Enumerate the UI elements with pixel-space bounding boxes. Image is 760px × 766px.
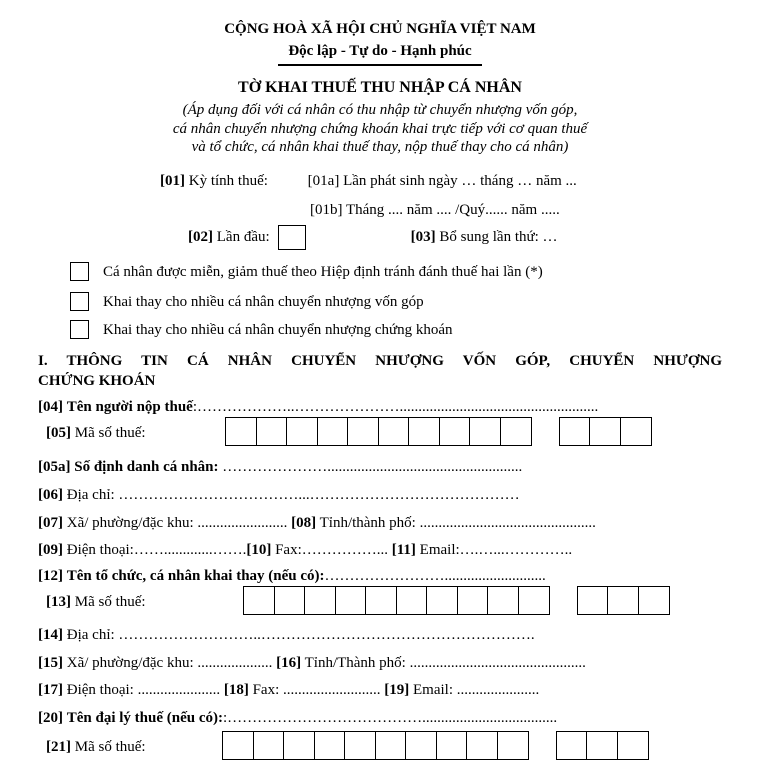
field-07-number: [07] — [38, 514, 63, 531]
field-05-number: [05] — [46, 425, 71, 441]
section1-heading-line1: I. THÔNG TIN CÁ NHÂN CHUYỂN NHƯỢNG VỐN GÓP, CHUYỂN NHƯỢNG — [38, 352, 722, 369]
tax-id-cell-group — [577, 586, 670, 615]
tax-id-cell[interactable] — [487, 586, 519, 615]
field-20-number: [20] — [38, 709, 63, 726]
tax-id-cell[interactable] — [577, 586, 609, 615]
tax-id-cell[interactable] — [620, 417, 652, 446]
tax-id-cell[interactable] — [365, 586, 397, 615]
field-15-fill: .................... — [193, 654, 277, 671]
tax-id-grid-21 — [222, 731, 649, 765]
field-08-fill: ............................................... — [415, 514, 596, 531]
field-18-label: Fax: — [252, 681, 280, 698]
on-behalf-capital-checkbox[interactable] — [70, 292, 89, 311]
field-04-label: Tên người nộp thuế — [66, 398, 193, 415]
field-12-number: [12] — [38, 567, 63, 584]
field-06-row — [38, 485, 722, 505]
field-15-16-row — [38, 653, 722, 673]
field-12-fill: ……………………........................... — [324, 567, 546, 584]
on-behalf-capital-row — [70, 292, 722, 312]
field-12-label: Tên tổ chức, cá nhân khai thay (nếu có): — [66, 567, 325, 584]
form-subtitle — [38, 101, 722, 157]
field-07-08-row — [38, 513, 722, 533]
field-02-number: [02] — [188, 228, 213, 245]
tax-id-cell[interactable] — [335, 586, 367, 615]
field-10-number: [10] — [246, 541, 272, 558]
field-09-number: [09] — [38, 541, 63, 558]
field-11-fill: ….…...………….. — [459, 541, 573, 558]
field-19-fill: ...................... — [453, 681, 540, 698]
field-20-row — [38, 708, 722, 728]
tax-id-cell[interactable] — [426, 586, 458, 615]
field-13-label: Mã số thuế: — [74, 594, 146, 610]
field-08-label: Tỉnh/thành phố: — [319, 514, 416, 531]
field-01b-label: [01b] Tháng .... năm .... /Quý...... năm ..... — [310, 201, 560, 218]
field-17-fill: ...................... — [133, 681, 224, 698]
field-01-label: Kỳ tính thuế: — [188, 172, 268, 189]
tax-id-cell[interactable] — [243, 586, 275, 615]
field-04-row — [38, 397, 722, 417]
tax-id-cell[interactable] — [469, 417, 501, 446]
field-06-number: [06] — [38, 486, 63, 503]
tax-id-cell[interactable] — [466, 731, 498, 760]
field-05a-fill: ………………….................................................... — [218, 458, 523, 475]
tax-id-cell[interactable] — [436, 731, 468, 760]
section1-heading — [38, 351, 722, 391]
tax-id-cell[interactable] — [256, 417, 288, 446]
tax-id-cell[interactable] — [589, 417, 621, 446]
on-behalf-capital-label: Khai thay cho nhiều cá nhân chuyển nhượng vốn góp — [103, 293, 424, 310]
tax-id-cell[interactable] — [607, 586, 639, 615]
field-05a-number: [05a] — [38, 458, 71, 475]
tax-id-cell[interactable] — [396, 586, 428, 615]
tax-id-cell[interactable] — [283, 731, 315, 760]
field-05a-row — [38, 457, 722, 477]
motto-wrap — [38, 42, 722, 66]
field-13-number: [13] — [46, 594, 71, 610]
field-11-label: Email: — [419, 541, 460, 558]
first-time-checkbox[interactable] — [278, 225, 306, 250]
field-19-number: [19] — [384, 681, 410, 698]
field-01b-row — [310, 200, 722, 220]
field-21-row — [38, 733, 722, 763]
field-11-number: [11] — [391, 541, 416, 558]
field-07-fill: ........................ — [193, 514, 292, 531]
tax-id-cell[interactable] — [344, 731, 376, 760]
field-16-fill: ............................................... — [405, 654, 586, 671]
tax-id-cell[interactable] — [500, 417, 532, 446]
tax-id-cell-group — [556, 731, 649, 760]
field-03-label: Bổ sung lần thứ: … — [439, 228, 558, 245]
tax-id-cell-group — [559, 417, 652, 446]
field-19-label: Email: — [413, 681, 453, 698]
field-20-label: Tên đại lý thuế (nếu có): — [66, 709, 224, 726]
field-05a-label: Số định danh cá nhân: — [74, 458, 219, 475]
field-09-10-11-row — [38, 540, 722, 560]
tax-id-cell[interactable] — [347, 417, 379, 446]
field-01a-label: [01a] Lần phát sinh ngày … tháng … năm ... — [307, 172, 577, 189]
tax-id-cell[interactable] — [253, 731, 285, 760]
tax-id-cell[interactable] — [638, 586, 670, 615]
on-behalf-securities-label: Khai thay cho nhiều cá nhân chuyển nhượng chứng khoán — [103, 321, 453, 338]
field-17-18-19-row — [38, 680, 722, 700]
tax-id-cell[interactable] — [274, 586, 306, 615]
tax-id-cell[interactable] — [225, 417, 257, 446]
tax-id-cell[interactable] — [556, 731, 588, 760]
tax-id-cell[interactable] — [617, 731, 649, 760]
tax-id-cell[interactable] — [317, 417, 349, 446]
country-name: CỘNG HOÀ XÃ HỘI CHỦ NGHĨA VIỆT NAM — [224, 21, 536, 37]
on-behalf-securities-checkbox[interactable] — [70, 320, 89, 339]
tax-id-cell[interactable] — [314, 731, 346, 760]
field-15-label: Xã/ phường/đặc khu: — [66, 654, 194, 671]
field-14-number: [14] — [38, 626, 63, 643]
field-14-row — [38, 625, 722, 645]
tax-id-cell[interactable] — [497, 731, 529, 760]
subtitle-line-2: cá nhân chuyển nhượng chứng khoán khai trực tiếp với cơ quan thuế — [172, 120, 588, 137]
field-06-label: Địa chỉ: — [66, 486, 115, 503]
field-10-label: Fax: — [275, 541, 302, 558]
field-05-row — [38, 419, 722, 449]
field-04-fill: :………………..…………………..................................................... — [192, 398, 599, 415]
field-04-number: [04] — [38, 398, 63, 415]
treaty-exemption-row — [70, 262, 722, 282]
field-16-number: [16] — [276, 654, 302, 671]
treaty-exemption-checkbox[interactable] — [70, 262, 89, 281]
field-16-label: Tỉnh/Thành phố: — [304, 654, 406, 671]
field-09-label: Điện thoại: — [66, 541, 134, 558]
field-09-fill: …….............……. — [133, 541, 247, 558]
field-21-label: Mã số thuế: — [74, 739, 146, 755]
field-14-label: Địa chỉ: — [66, 626, 115, 643]
tax-id-grid-13 — [243, 586, 670, 620]
field-01-row — [38, 171, 722, 191]
on-behalf-securities-row — [70, 320, 722, 340]
tax-id-grid-05 — [225, 417, 652, 451]
field-06-fill: ………………………………...…………………………………… — [114, 486, 520, 503]
tax-id-cell-group — [222, 731, 529, 760]
field-15-number: [15] — [38, 654, 63, 671]
field-10-fill: ……………... — [301, 541, 392, 558]
section1-heading-line2: CHỨNG KHOÁN — [38, 372, 156, 389]
tax-id-cell[interactable] — [457, 586, 489, 615]
tax-id-cell[interactable] — [304, 586, 336, 615]
field-21-number: [21] — [46, 739, 71, 755]
field-05-label: Mã số thuế: — [74, 425, 146, 441]
tax-id-cell[interactable] — [378, 417, 410, 446]
field-17-label: Điện thoại: — [66, 681, 134, 698]
treaty-exemption-label: Cá nhân được miễn, giảm thuế theo Hiệp định tránh đánh thuế hai lần (*) — [103, 263, 543, 280]
tax-id-cell-group — [243, 586, 550, 615]
subtitle-line-1: (Áp dụng đối với cá nhân có thu nhập từ chuyển nhượng vốn góp, — [182, 102, 578, 118]
field-12-row — [38, 566, 722, 586]
form-title: TỜ KHAI THUẾ THU NHẬP CÁ NHÂN — [238, 79, 522, 96]
tax-id-cell[interactable] — [375, 731, 407, 760]
field-02-03-row — [38, 225, 722, 250]
field-17-number: [17] — [38, 681, 63, 698]
tax-id-cell[interactable] — [586, 731, 618, 760]
field-13-row — [38, 588, 722, 618]
tax-id-cell[interactable] — [286, 417, 318, 446]
field-07-label: Xã/ phường/đặc khu: — [66, 514, 194, 531]
tax-id-cell[interactable] — [405, 731, 437, 760]
field-14-fill: ………………………..………………………………………………. — [114, 626, 535, 643]
field-01-number: [01] — [160, 172, 185, 189]
field-03-number: [03] — [410, 228, 436, 245]
field-08-number: [08] — [291, 514, 317, 531]
subtitle-line-3: và tổ chức, cá nhân khai thuế thay, nộp thuế thay cho cá nhân) — [191, 139, 569, 155]
field-20-fill: :………………………………….................................... — [223, 709, 558, 726]
tax-id-cell[interactable] — [518, 586, 550, 615]
motto: Độc lập - Tự do - Hạnh phúc — [278, 42, 481, 66]
tax-id-cell-group — [225, 417, 532, 446]
tax-id-cell[interactable] — [559, 417, 591, 446]
tax-id-cell[interactable] — [408, 417, 440, 446]
tax-id-cell[interactable] — [439, 417, 471, 446]
field-02-label: Lần đầu: — [216, 228, 270, 245]
field-18-number: [18] — [223, 681, 249, 698]
field-18-fill: .......................... — [279, 681, 385, 698]
tax-id-cell[interactable] — [222, 731, 254, 760]
